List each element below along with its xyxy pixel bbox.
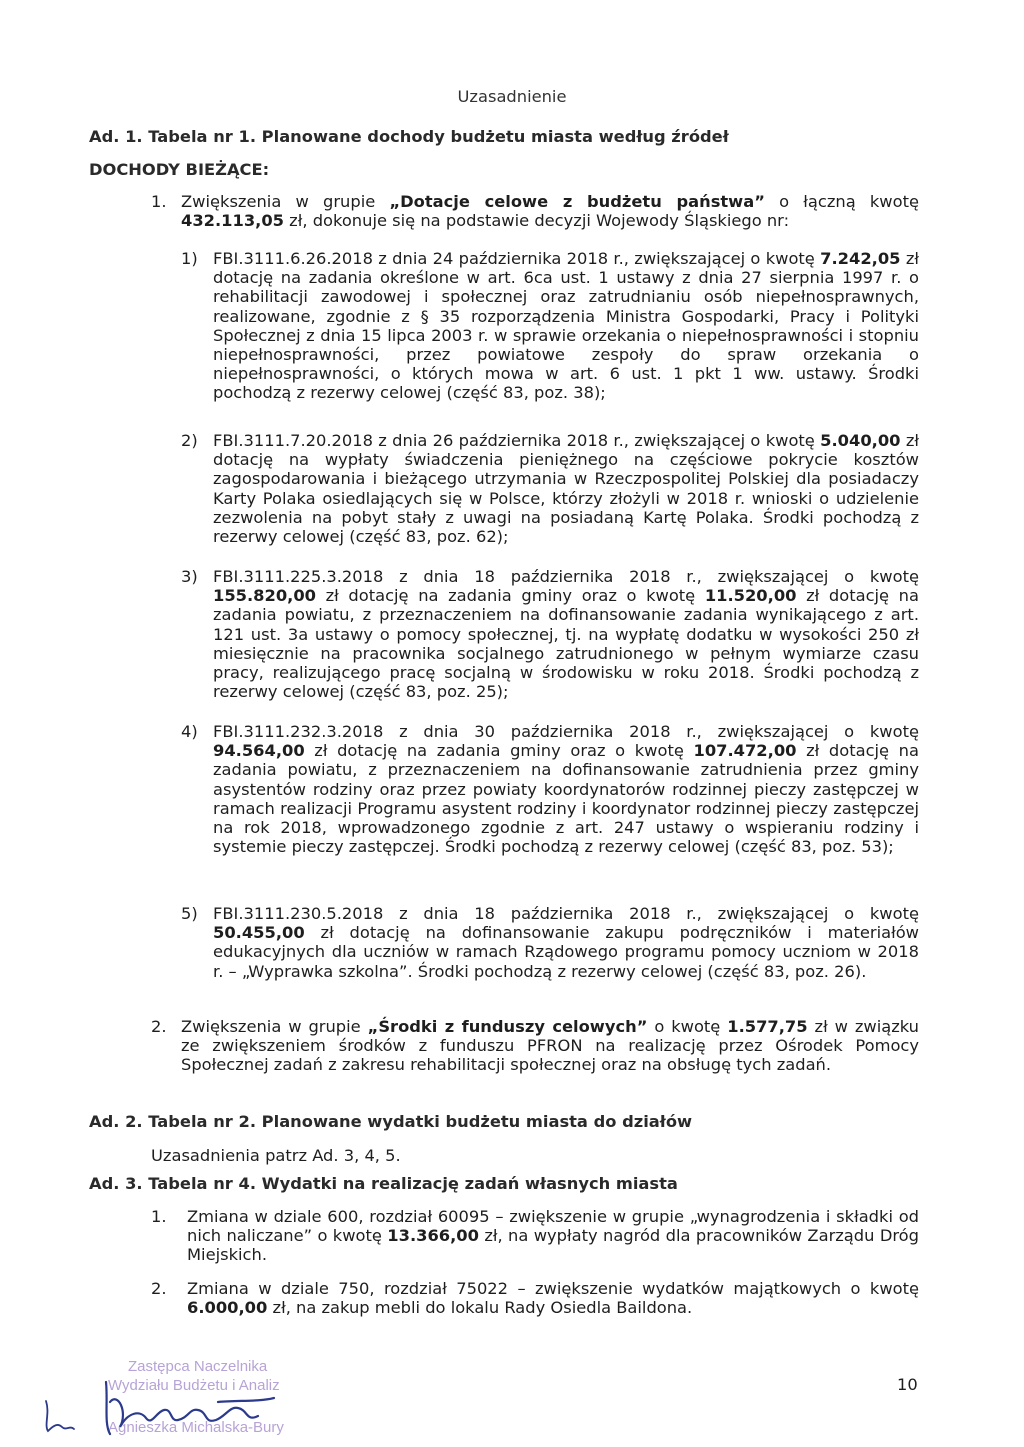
sub-list-item: FBI.3111.6.26.2018 z dnia 24 października 2018 r., zwiększającej o kwotę 7.242,05 zł dotację na zadania określone w art. 6ca ust. 1 ustawy z dnia 27 sierpnia 1997 r. o rehabilitacji zawodowej i społecznej oraz zatrudnianiu osób niepełnosprawnych, realizowane, zgodnie z § 35 rozporządzenia Ministra Gospodarki, Pracy i Polityki Społecznej z dnia 15 lipca 2003 r. w sprawie orzekania o niepełnosprawności i stopniu niepełnosprawności, przez powiatowe zespoły do spraw orzekania o niepełnosprawności, o których mowa w art. 6 ust. 1 pkt 1 ww. ustawy. Środki pochodzą z rezerwy celowej (część 83, poz. 38); bbox=[213, 249, 919, 403]
list-item-special-funds: Zwiększenia w grupie „Środki z funduszy celowych” o kwotę 1.577,75 zł w związku ze zwiększeniem środków z funduszu PFRON na realizację przez Ośrodek Pomocy Społecznej zadań z zakresu rehabilitacji społecznej oraz na obsługę tych zadań. bbox=[181, 1017, 920, 1075]
document-title: Uzasadnienie bbox=[457, 87, 567, 106]
section-heading-ad1: Ad. 1. Tabela nr 1. Planowane dochody budżetu miasta według źródeł bbox=[89, 127, 729, 146]
list-item-expenditure: Zmiana w dziale 600, rozdział 60095 – zwiększenie w grupie „wynagrodzenia i składki od nich naliczane” o kwotę 13.366,00 zł, na wypłaty nagród dla pracowników Zarządu Dróg Miejskich. bbox=[187, 1207, 919, 1265]
ad2-text: Uzasadnienia patrz Ad. 3, 4, 5. bbox=[151, 1146, 401, 1165]
stamp-line: Zastępca Naczelnika bbox=[128, 1358, 268, 1375]
list-number: 1. bbox=[151, 192, 167, 211]
stamp-line: Wydziału Budżetu i Analiz bbox=[108, 1377, 280, 1394]
section-heading-ad2: Ad. 2. Tabela nr 2. Planowane wydatki budżetu miasta do działów bbox=[89, 1112, 693, 1131]
sub-list-item: FBI.3111.225.3.2018 z dnia 18 października 2018 r., zwiększającej o kwotę 155.820,00 zł dotację na zadania gminy oraz o kwotę 11.520,00 zł dotację na zadania powiatu, z przeznaczeniem na dofinansowanie zadania wynikającego z art. 121 ust. 3a ustawy o pomocy społecznej, tj. na wypłatę dodatku w wysokości 250 zł miesięcznie na pracownika socjalnego zatrudnionego w pełnym wymiarze czasu pracy, realizującego pracę socjalną w środowisku w roku 2018. Środki pochodzą z rezerwy celowej (część 83, poz. 25); bbox=[213, 567, 919, 702]
sub-list-number: 1) bbox=[181, 249, 198, 268]
list-item-grants: Zwiększenia w grupie „Dotacje celowe z budżetu państwa” o łączną kwotę 432.113,05 zł, dokonuje się na podstawie decyzji Wojewody Śląskiego nr: bbox=[181, 192, 919, 231]
list-number: 2. bbox=[151, 1279, 167, 1298]
sub-list-number: 4) bbox=[181, 722, 198, 741]
sub-list-item: FBI.3111.230.5.2018 z dnia 18 października 2018 r., zwiększającej o kwotę 50.455,00 zł dotację na dofinansowanie zakupu podręczników i materiałów edukacyjnych dla uczniów w ramach Rządowego programu pomocy uczniom w 2018 r. – „Wyprawka szkolna”. Środki pochodzą z rezerwy celowej (część 83, poz. 26). bbox=[213, 904, 919, 981]
initials-mark bbox=[40, 1395, 80, 1435]
list-item-expenditure: Zmiana w dziale 750, rozdział 75022 – zwiększenie wydatków majątkowych o kwotę 6.000,00 zł, na zakup mebli do lokalu Rady Osiedla Baildona. bbox=[187, 1279, 919, 1318]
subheading-current-income: DOCHODY BIEŻĄCE: bbox=[89, 160, 270, 179]
list-number: 2. bbox=[151, 1017, 167, 1036]
stamp-line: Agnieszka Michalska-Bury bbox=[108, 1419, 284, 1436]
sub-list-item: FBI.3111.232.3.2018 z dnia 30 października 2018 r., zwiększającej o kwotę 94.564,00 zł dotację na zadania gminy oraz o kwotę 107.472,00 zł dotację na zadania powiatu, z przeznaczeniem na dofinansowanie zatrudnienia przez gminy asystentów rodziny oraz przez powiaty koordynatorów rodzinnej pieczy zastępczej w ramach realizacji Programu asystent rodziny i koordynator rodzinnej pieczy zastępczej na rok 2018, wprowadzonego zgodnie z art. 247 ustawy o wspieraniu rodziny i systemie pieczy zastępczej. Środki pochodzą z rezerwy celowej (część 83, poz. 53); bbox=[213, 722, 919, 857]
sub-list-item: FBI.3111.7.20.2018 z dnia 26 października 2018 r., zwiększającej o kwotę 5.040,00 zł dotację na wypłaty świadczenia pieniężnego na częściowe pokrycie kosztów zagospodarowania i bieżącego utrzymania w Rzeczpospolitej Polskiej dla posiadaczy Karty Polaka osiedlających się w Polsce, którzy złożyli w 2018 r. wnioski o udzielenie zezwolenia na pobyt stały z uwagi na posiadaną Kartę Polaka. Środki pochodzą z rezerwy celowej (część 83, poz. 62); bbox=[213, 431, 919, 547]
list-number: 1. bbox=[151, 1207, 167, 1226]
section-heading-ad3: Ad. 3. Tabela nr 4. Wydatki na realizację zadań własnych miasta bbox=[89, 1174, 678, 1193]
page-number: 10 bbox=[897, 1375, 918, 1394]
sub-list-number: 3) bbox=[181, 567, 198, 586]
sub-list-number: 5) bbox=[181, 904, 198, 923]
handwritten-signature bbox=[98, 1372, 278, 1442]
sub-list-number: 2) bbox=[181, 431, 198, 450]
